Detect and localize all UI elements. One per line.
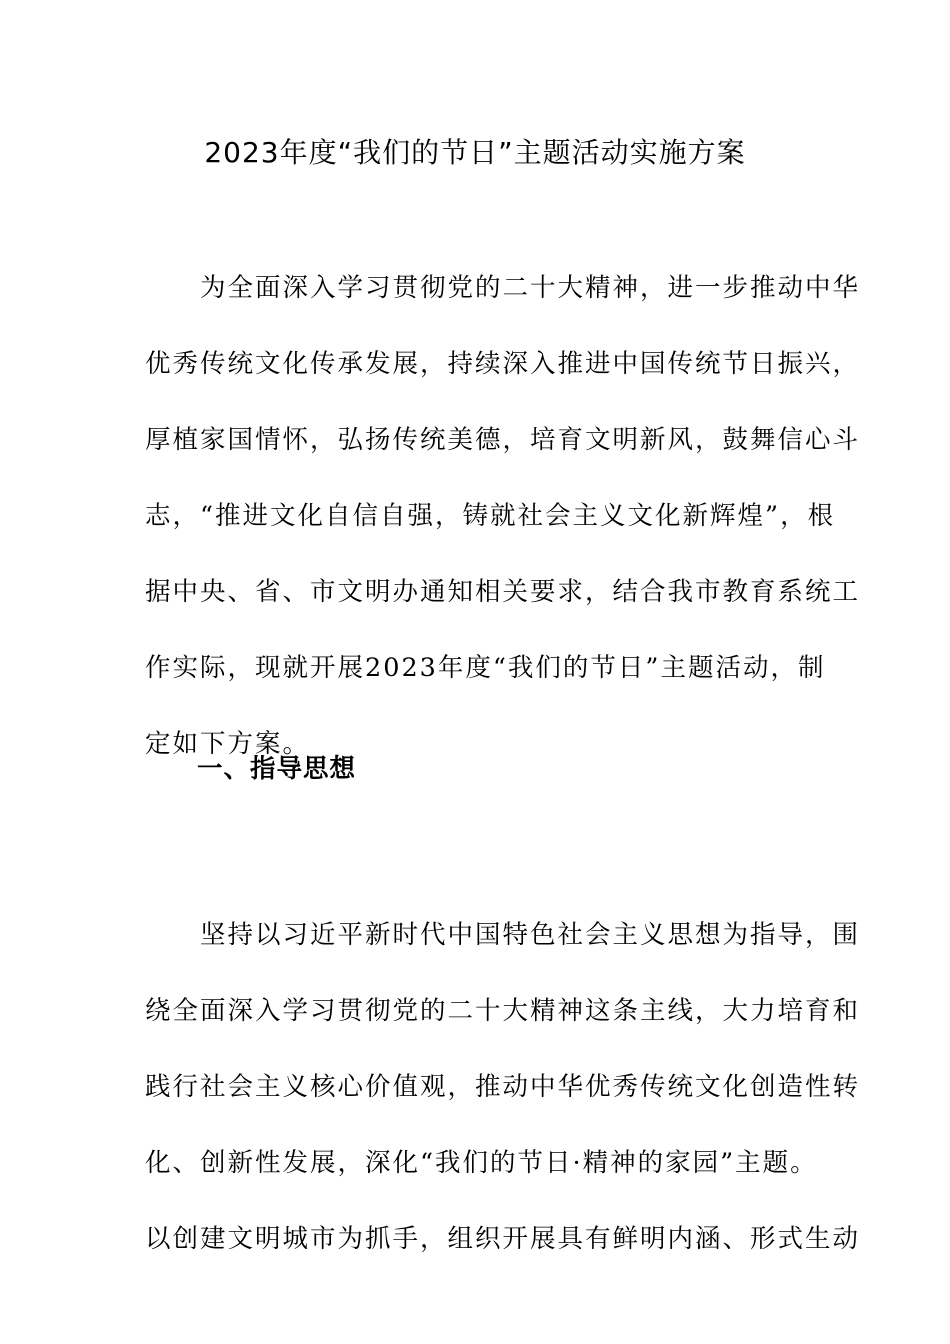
paragraph-line: 为全面深入学习贯彻党的二十大精神，进一步推动中华 [145,273,861,303]
paragraph-line: 厚植家国情怀，弘扬传统美德，培育文明新风，鼓舞信心斗 [145,425,861,455]
paragraph-line: 志，“推进文化自信自强，铸就社会主义文化新辉煌”，根 [145,501,836,531]
paragraph-line: 据中央、省、市文明办通知相关要求，结合我市教育系统工 [145,577,861,607]
paragraph-line: 化、创新性发展，深化“我们的节日·精神的家园”主题。 [145,1148,818,1178]
document-title: 2023年度“我们的节日”主题活动实施方案 [204,136,746,169]
paragraph-line: 践行社会主义核心价值观，推动中华优秀传统文化创造性转 [145,1072,861,1102]
paragraph-line: 定如下方案。 [145,729,311,759]
paragraph-line: 以创建文明城市为抓手，组织开展具有鲜明内涵、形式生动 [145,1224,861,1254]
paragraph-line: 优秀传统文化传承发展，持续深入推进中国传统节日振兴， [145,349,861,379]
paragraph-intro [145,250,861,782]
paragraph-line: 绕全面深入学习贯彻党的二十大精神这条主线，大力培育和 [145,996,861,1026]
paragraph-guiding-ideology [145,897,861,1277]
paragraph-line: 坚持以习近平新时代中国特色社会主义思想为指导，围 [145,920,861,950]
paragraph-line: 作实际，现就开展2023年度“我们的节日”主题活动，制 [145,653,826,683]
section-heading-guiding-ideology: 一、指导思想 [197,754,357,784]
